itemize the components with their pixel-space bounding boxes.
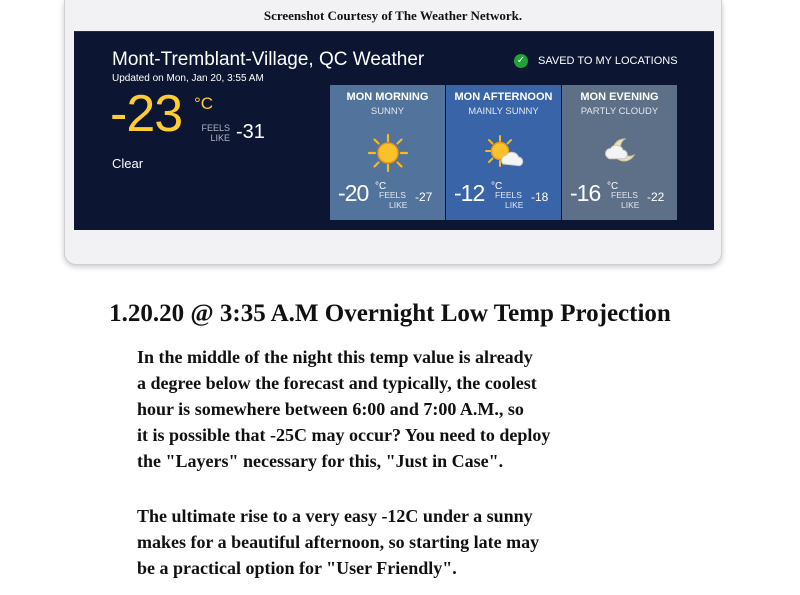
article-paragraph-2: The ultimate rise to a very easy -12C under a sunny makes for a beautiful afternoon, so starting late may be a practical option for "User Friendly". bbox=[137, 506, 540, 578]
current-temperature: -23 bbox=[110, 85, 183, 143]
forecast-card-evening[interactable] bbox=[562, 85, 677, 220]
forecast-feels-like-value: -22 bbox=[647, 190, 665, 204]
forecast-card-afternoon[interactable] bbox=[446, 85, 561, 220]
current-temperature-unit: °C bbox=[194, 94, 214, 113]
sun-icon bbox=[367, 133, 409, 173]
forecast-feels-like-label: FEELS LIKE bbox=[495, 190, 524, 210]
weather-panel bbox=[74, 31, 714, 230]
forecast-description: PARTLY CLOUDY bbox=[580, 106, 659, 117]
forecast-description: SUNNY bbox=[370, 106, 405, 117]
forecast-period: MON MORNING bbox=[346, 91, 429, 103]
forecast-temperature: -12 bbox=[454, 180, 485, 206]
updated-timestamp: Updated on Mon, Jan 20, 3:55 AM bbox=[112, 73, 264, 84]
forecast-temperature-unit: °C bbox=[607, 181, 619, 192]
current-feels-like-value: -31 bbox=[236, 121, 265, 143]
forecast-period: MON EVENING bbox=[580, 91, 659, 103]
forecast-feels-like-label: FEELS LIKE bbox=[611, 190, 640, 210]
check-icon: ✓ bbox=[514, 54, 528, 68]
courtesy-caption: Screenshot Courtesy of The Weather Network. bbox=[263, 8, 523, 23]
article-paragraph-1: In the middle of the night this temp value is already a degree below the forecast and typically, the coolest hour is somewhere between 6:00 and 7:00 A.M., so it is possible that -25C may occur? You need to deploy the "Layers" necessary for this, "Just in Case". bbox=[137, 347, 551, 471]
saved-locations-label: SAVED TO MY LOCATIONS bbox=[538, 55, 678, 67]
forecast-feels-like-value: -27 bbox=[415, 190, 433, 204]
forecast-description: MAINLY SUNNY bbox=[468, 106, 539, 117]
forecast-period: MON AFTERNOON bbox=[454, 91, 553, 103]
forecast-temperature: -20 bbox=[338, 180, 369, 206]
forecast-temperature: -16 bbox=[570, 180, 601, 206]
saved-locations-button[interactable] bbox=[514, 54, 678, 68]
sun-cloud-icon bbox=[483, 133, 525, 173]
forecast-temperature-unit: °C bbox=[375, 181, 387, 192]
screenshot-card bbox=[64, 0, 722, 265]
moon-cloud-icon bbox=[599, 133, 641, 173]
current-feels-like-label: FEELS LIKE bbox=[201, 123, 230, 143]
forecast-temperature-unit: °C bbox=[491, 181, 503, 192]
location-title[interactable]: Mont-Tremblant-Village, QC Weather bbox=[112, 49, 425, 70]
forecast-feels-like-value: -18 bbox=[531, 190, 549, 204]
forecast-feels-like-label: FEELS LIKE bbox=[379, 190, 408, 210]
forecast-card-morning[interactable] bbox=[330, 85, 445, 220]
current-condition: Clear bbox=[112, 156, 144, 171]
article-heading: 1.20.20 @ 3:35 A.M Overnight Low Temp Projection bbox=[109, 300, 671, 327]
